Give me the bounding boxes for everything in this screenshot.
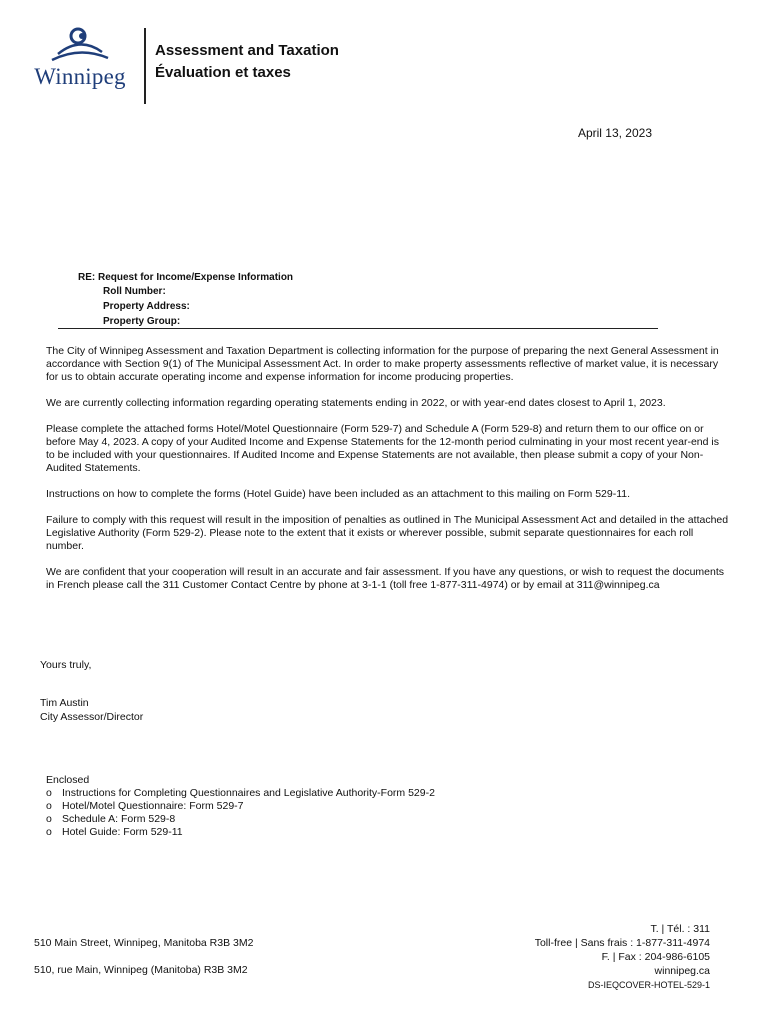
- body-paragraph-1: The City of Winnipeg Assessment and Taxation Department is collecting information for the purpose of preparing the next General Assessment in accordance with Section 9(1) of The Municipal Assessment Act. In order to make property assessments reflective of market value, it is necessary for us to obtain accurate operating income and expense information for income producing properties.: [46, 345, 719, 383]
- body-paragraph-3: Please complete the attached forms Hotel/Motel Questionnaire (Form 529-7) and Schedule A (Form 529-8) and return them to our office on or before May 4, 2023. A copy of your Audited Income and Expense Statements for the 12-month period culminating in your most recent year-end is to be included with your questionnaires. If Audited Income and Expense Statements are not available, then please submit a copy of your Non-Audited Statements.: [46, 423, 719, 474]
- roll-number-label: Roll Number:: [103, 286, 166, 297]
- subject-divider: [58, 328, 658, 329]
- winnipeg-logo: [28, 24, 132, 100]
- body-paragraph-5: Failure to comply with this request will result in the imposition of penalties as outlined in The Municipal Assessment Act and detailed in the attached Legislative Authority (Form 529-2). Please note to the extent that it exists or wherever possible, submit separate questionnaires for each roll number.: [46, 514, 729, 552]
- body-paragraph-4: Instructions on how to complete the forms (Hotel Guide) have been included as an attachment to this mailing on Form 529-11.: [46, 488, 631, 500]
- body-paragraph-6: We are confident that your cooperation will result in an accurate and fair assessment. If you have any questions, or wish to request the documents in French please call the 311 Customer Contact Centre by phone at 3-1-1 (toll free 1-877-311-4974) or by email at 311@winnipeg.ca: [46, 566, 725, 591]
- logo-wordmark: Winnipeg: [34, 64, 126, 89]
- enclosure-label: Schedule A: Form 529-8: [62, 813, 176, 825]
- letter-body: [46, 345, 730, 605]
- enclosures-heading: Enclosed: [46, 774, 90, 786]
- bullet: o: [46, 813, 52, 825]
- closing: Yours truly,: [40, 659, 92, 671]
- department-name-french: Évaluation et taxes: [155, 64, 291, 81]
- signer-name: Tim Austin: [40, 697, 89, 709]
- enclosures: [46, 774, 435, 839]
- footer-website: winnipeg.ca: [654, 965, 710, 977]
- document-code: DS-IEQCOVER-HOTEL-529-1: [587, 980, 710, 990]
- re-subject: RE: Request for Income/Expense Information: [78, 272, 294, 283]
- list-item: [46, 813, 435, 826]
- list-item: [46, 787, 435, 800]
- department-name-english: Assessment and Taxation: [155, 42, 339, 59]
- signer-title: City Assessor/Director: [40, 711, 144, 723]
- list-item: [46, 800, 435, 813]
- enclosure-label: Hotel Guide: Form 529-11: [62, 826, 183, 838]
- enclosures-list: [46, 787, 435, 839]
- body-paragraph-2: We are currently collecting information regarding operating statements ending in 2022, or with year-end dates closest to April 1, 2023.: [46, 397, 666, 409]
- footer-fax: F. | Fax : 204-986-6105: [601, 951, 710, 963]
- letter-date: April 13, 2023: [577, 126, 652, 140]
- footer-address-french: 510, rue Main, Winnipeg (Manitoba) R3B 3M2: [34, 964, 248, 976]
- bullet: o: [46, 826, 52, 838]
- footer-tollfree: Toll-free | Sans frais : 1-877-311-4974: [534, 937, 710, 949]
- footer-contact: [535, 922, 710, 978]
- property-group-label: Property Group:: [103, 316, 181, 327]
- footer-phone: T. | Tél. : 311: [650, 923, 710, 935]
- enclosure-label: Hotel/Motel Questionnaire: Form 529-7: [62, 800, 244, 812]
- property-address-label: Property Address:: [103, 301, 190, 312]
- bullet: o: [46, 800, 52, 812]
- winnipeg-emblem-icon: [28, 24, 132, 68]
- bullet: o: [46, 787, 52, 799]
- footer-address-english: 510 Main Street, Winnipeg, Manitoba R3B 3M2: [34, 937, 254, 949]
- enclosure-label: Instructions for Completing Questionnaires and Legislative Authority-Form 529-2: [62, 787, 435, 799]
- list-item: [46, 826, 435, 839]
- header-divider: [144, 28, 146, 104]
